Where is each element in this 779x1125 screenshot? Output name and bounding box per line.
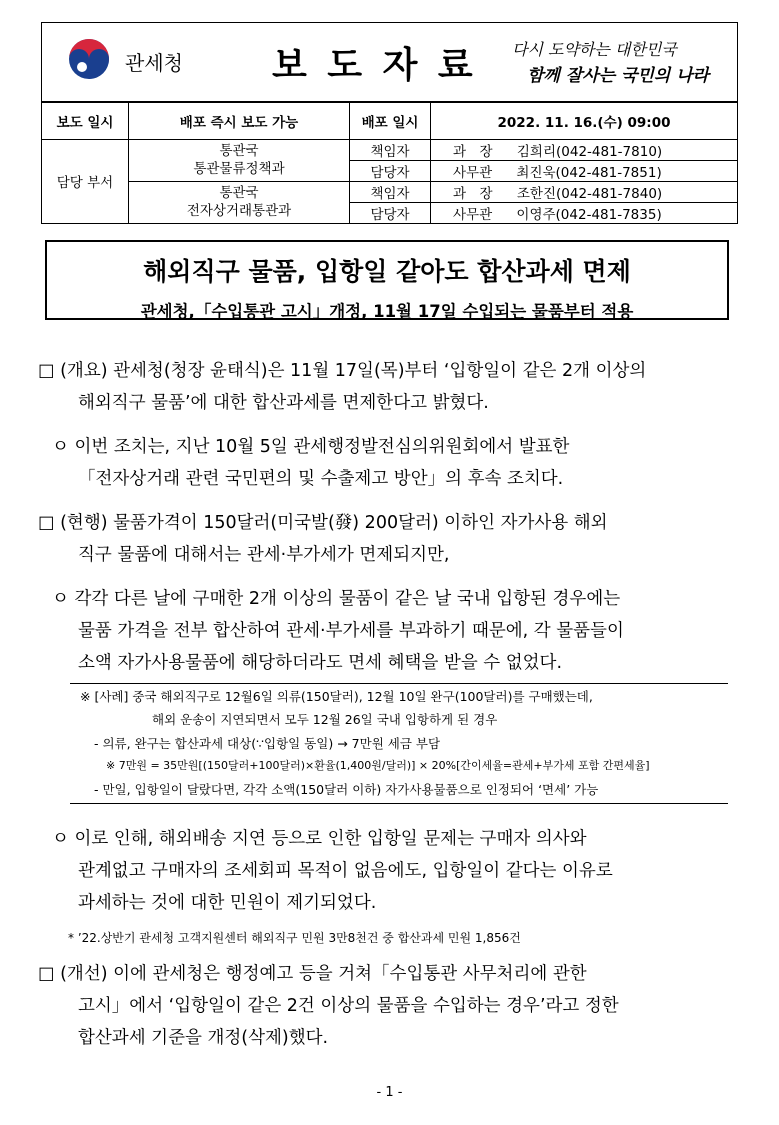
contact-role: 책임자: [350, 139, 431, 160]
measure-line-1: ㅇ 이번 조치는, 지난 10월 5일 관세행정발전심의위원회에서 발표한: [52, 437, 570, 457]
contact-name-phone: 김희리(042-481-7810): [516, 143, 663, 160]
overview-line-1: □ (개요) 관세청(청장 윤태식)은 11월 17일(목)부터 ‘입항일이 같은 2개 이상의: [38, 361, 647, 381]
current-line-2: 직구 물품에 대해서는 관세·부가세가 면제되지만,: [78, 545, 450, 565]
contact-position: 과 장: [453, 185, 493, 202]
contact-name-phone: 최진욱(042-481-7851): [516, 164, 662, 181]
case-line-1: ※ [사례] 중국 해외직구로 12월6일 의류(150달러), 12월 10일 완구(100달러)를 구매했는데,: [80, 689, 593, 704]
page-number: - 1 -: [376, 1085, 403, 1100]
taegeuk-logo-icon: [67, 37, 111, 81]
agency-name: 관세청: [125, 51, 183, 75]
slogan-line-1: 다시 도약하는 대한민국: [512, 40, 677, 59]
case-line-2: 해외 운송이 지연되면서 모두 12월 26일 국내 입항하게 된 경우: [152, 712, 498, 727]
contact-position: 사무관: [453, 206, 493, 223]
footnote: * ’22.상반기 관세청 고객지원센터 해외직구 민원 3만8천건 중 합산과세 민원 1,856건: [68, 931, 521, 945]
headline-box: [45, 240, 729, 320]
dept-2-org: [129, 181, 350, 223]
contact-position: 사무관: [453, 164, 493, 181]
release-value: 배포 즉시 보도 가능: [129, 102, 350, 139]
dept-2-org-line-1: 통관국: [219, 185, 259, 201]
measure-line-2: 「전자상거래 관련 국민편의 및 수출제고 방안」의 후속 조치다.: [78, 469, 564, 489]
problem-line-3: 소액 자가사용물품에 해당하더라도 면세 혜택을 받을 수 없었다.: [78, 653, 563, 673]
overview-line-2: 해외직구 물품’에 대한 합산과세를 면제한다고 밝혔다.: [78, 393, 489, 413]
improvement-line-2: 고시」에서 ‘입항일이 같은 2건 이상의 물품을 수입하는 경우’라고 정한: [78, 996, 619, 1016]
case-line-5: - 만일, 입항일이 달랐다면, 각각 소액(150달러 이하) 자가사용물품으로 인정되어 ‘면세’ 가능: [94, 782, 599, 797]
dept-label: 담당 부서: [42, 139, 129, 223]
slogan-line-2: 함께 잘사는 국민의 나라: [527, 66, 709, 86]
dept-1-org-line-1: 통관국: [219, 143, 259, 159]
page-subtitle: 관세청,「수입통관 고시」개정, 11월 17일 수입되는 물품부터 적용: [140, 302, 634, 321]
contact-position: 과 장: [453, 143, 493, 160]
contact-person: [431, 139, 738, 160]
contact-name-phone: 조한진(042-481-7840): [516, 185, 663, 202]
complaint-line-2: 관계없고 구매자의 조세회피 목적이 없음에도, 입항일이 같다는 이유로: [78, 861, 613, 881]
contact-person: [431, 202, 738, 223]
dept-2-org-line-2: 전자상거래통관과: [186, 203, 292, 219]
improvement-line-3: 합산과세 기준을 개정(삭제)했다.: [78, 1028, 329, 1048]
complaint-line-1: ㅇ 이로 인해, 해외배송 지연 등으로 인한 입항일 문제는 구매자 의사와: [52, 829, 587, 849]
contact-person: [431, 181, 738, 202]
problem-line-2: 물품 가격을 전부 합산하여 관세·부가세를 부과하기 때문에, 각 물품들이: [78, 621, 624, 641]
release-label: 보도 일시: [42, 102, 129, 139]
dept-1-org-line-2: 통관물류정책과: [193, 161, 285, 177]
contact-role: 담당자: [350, 160, 431, 181]
dept-1-org: [129, 139, 350, 181]
distribution-value: 2022. 11. 16.(수) 09:00: [431, 102, 738, 139]
case-line-4: ※ 7만원 = 35만원[(150달러+100달러)×환율(1,400원/달러)] × 20%[간이세율=관세+부가세 포함 간편세율]: [106, 759, 650, 772]
contact-person: [431, 160, 738, 181]
contact-role: 책임자: [350, 181, 431, 202]
case-example-box: [70, 683, 728, 804]
case-line-3: - 의류, 완구는 합산과세 대상(∵입항일 동일) → 7만원 세금 부담: [94, 736, 441, 751]
header-table: [41, 22, 738, 224]
improvement-line-1: □ (개선) 이에 관세청은 행정예고 등을 거쳐「수입통관 사무처리에 관한: [38, 964, 587, 984]
contact-role: 담당자: [350, 202, 431, 223]
contact-name-phone: 이영주(042-481-7835): [516, 206, 662, 223]
current-line-1: □ (현행) 물품가격이 150달러(미국발(發) 200달러) 이하인 자가사용 해외: [38, 513, 608, 533]
complaint-line-3: 과세하는 것에 대한 민원이 제기되었다.: [78, 893, 377, 913]
problem-line-1: ㅇ 각각 다른 날에 구매한 2개 이상의 물품이 같은 날 국내 입항된 경우에는: [52, 589, 621, 609]
header-banner: [42, 23, 738, 103]
doc-type-title: 보 도 자 료: [272, 45, 477, 86]
page-title: 해외직구 물품, 입항일 같아도 합산과세 면제: [143, 257, 631, 286]
distribution-label: 배포 일시: [350, 102, 431, 139]
